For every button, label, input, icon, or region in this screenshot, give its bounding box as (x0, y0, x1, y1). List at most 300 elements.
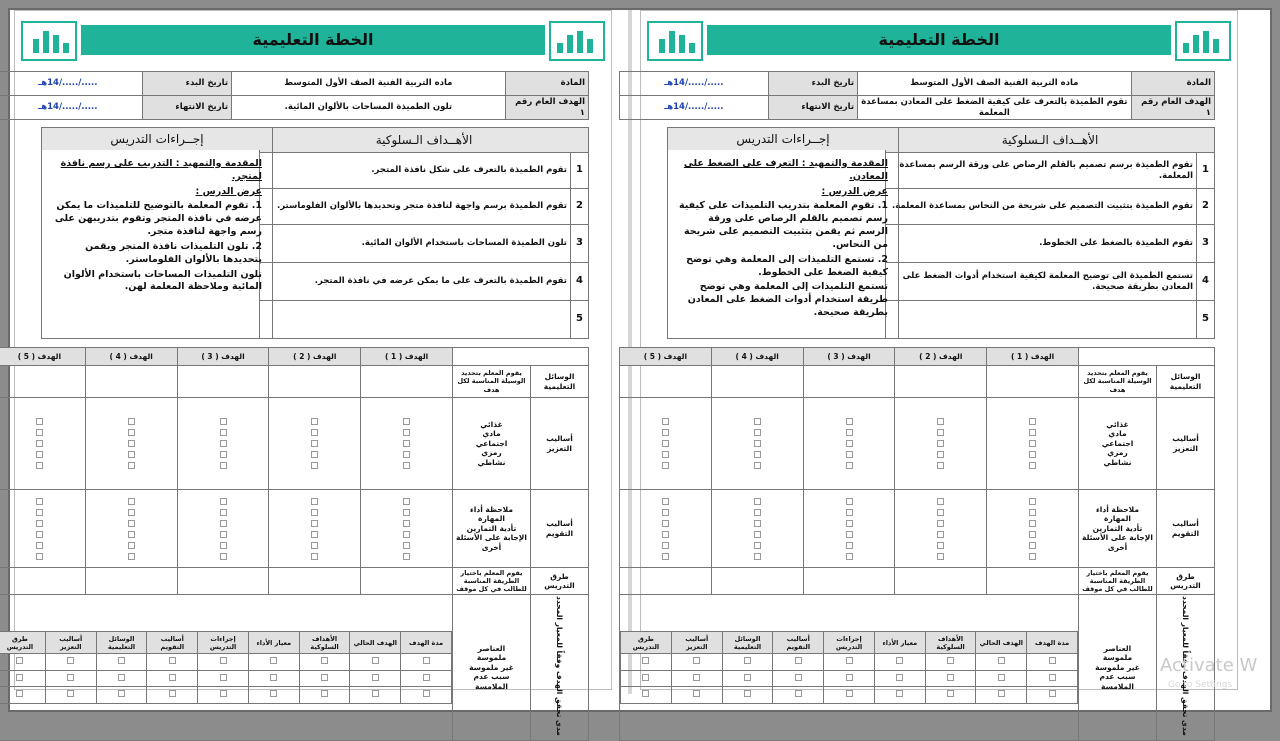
checkbox[interactable] (311, 498, 318, 505)
checkbox[interactable] (896, 674, 903, 681)
procedure-intro: المقدمة والتمهيد : التعرف على الضغط على المعادن. (683, 158, 888, 182)
reinforce-item: نشاطي (1103, 457, 1132, 467)
checkbox[interactable] (403, 462, 410, 469)
checkbox[interactable] (169, 690, 176, 697)
checkbox[interactable] (220, 440, 227, 447)
methods-note: يقوم المعلم باختيار الطريقة المناسبة للطالب في كل موقف (1079, 568, 1157, 595)
footer-col-header: مدة الهدف (1027, 632, 1078, 654)
checkbox[interactable] (169, 657, 176, 664)
reinforce-item: نشاطي (477, 457, 506, 467)
objective-text: تلون الطميذة المساحات باستخدام الألوان المائية. (260, 225, 571, 263)
checkbox[interactable] (846, 553, 853, 560)
checkbox[interactable] (16, 690, 23, 697)
checkbox[interactable] (311, 509, 318, 516)
checkbox[interactable] (128, 553, 135, 560)
procedure-present: عرض الدرس : (195, 185, 262, 197)
checkbox[interactable] (1049, 674, 1056, 681)
checkbox[interactable] (1029, 451, 1036, 458)
checkbox[interactable] (220, 553, 227, 560)
checkbox[interactable] (403, 440, 410, 447)
procedures-panel (667, 127, 899, 339)
media-note: يقوم المعلم بتحديد الوسيلة المناسبة لكل هدف (453, 366, 531, 398)
checkbox[interactable] (128, 509, 135, 516)
logo-icon (647, 21, 703, 61)
goal-header: الهدف ( 4 ) (85, 348, 177, 366)
checkbox[interactable] (220, 542, 227, 549)
checkbox[interactable] (372, 674, 379, 681)
eval-item: الإجابة على الأسئلة (456, 533, 527, 543)
footer-col-header: إجراءات التدريس (824, 632, 875, 654)
checkbox[interactable] (744, 674, 751, 681)
reinforce-cell (987, 398, 1079, 490)
subject-value: ماده التربية الفنية الصف الأول المتوسط (232, 72, 506, 96)
checkbox[interactable] (403, 542, 410, 549)
checkbox[interactable] (642, 674, 649, 681)
media-cell[interactable] (895, 366, 987, 398)
checkbox[interactable] (128, 418, 135, 425)
page-title: الخطة التعليمية (707, 25, 1171, 55)
footer-col-header: مدة الهدف (401, 632, 452, 654)
start-date-label: تاريخ البدء (768, 72, 857, 96)
checkbox[interactable] (662, 462, 669, 469)
reinforce-cell (620, 398, 712, 490)
checkbox[interactable] (1029, 418, 1036, 425)
procedures-title: إجــراءات التدريس (42, 128, 272, 150)
checkbox[interactable] (754, 520, 761, 527)
objective-number: 2 (571, 189, 589, 225)
eval-item: ملاحظة أداء المهارة (1095, 505, 1140, 524)
checkbox[interactable] (36, 451, 43, 458)
media-cell[interactable] (361, 366, 453, 398)
checkbox[interactable] (846, 520, 853, 527)
checkbox[interactable] (947, 657, 954, 664)
footer-col-header: الهدف الحالي (350, 632, 401, 654)
checkbox[interactable] (169, 674, 176, 681)
subject-value: ماده التربية الفنية الصف الأول المتوسط (858, 72, 1132, 96)
methods-cell[interactable] (177, 568, 269, 595)
checkbox[interactable] (220, 690, 227, 697)
checkbox[interactable] (118, 657, 125, 664)
eval-item: تأدية التمارين (1092, 523, 1143, 533)
checkbox[interactable] (403, 429, 410, 436)
media-cell[interactable] (177, 366, 269, 398)
checkbox[interactable] (36, 553, 43, 560)
checkbox[interactable] (67, 674, 74, 681)
checkbox[interactable] (693, 657, 700, 664)
page-title: الخطة التعليمية (81, 25, 545, 55)
checkbox[interactable] (36, 498, 43, 505)
checkbox[interactable] (754, 462, 761, 469)
checkbox[interactable] (311, 429, 318, 436)
checkbox[interactable] (846, 440, 853, 447)
media-cell[interactable] (269, 366, 361, 398)
objective-number: 5 (571, 301, 589, 339)
checkbox[interactable] (220, 520, 227, 527)
checkbox[interactable] (220, 418, 227, 425)
checkbox[interactable] (311, 520, 318, 527)
checkbox[interactable] (311, 542, 318, 549)
checkbox[interactable] (896, 657, 903, 664)
checkbox[interactable] (1029, 553, 1036, 560)
methods-cell[interactable] (987, 568, 1079, 595)
checkbox[interactable] (754, 451, 761, 458)
side-label: مدى تحقق الهدف وفقاً للمعيار المحدد (1181, 596, 1191, 737)
checkbox[interactable] (662, 509, 669, 516)
checkbox[interactable] (423, 657, 430, 664)
objective-number: 3 (1197, 225, 1215, 263)
checkbox[interactable] (846, 674, 853, 681)
reinforce-item: اجتماعي (1101, 438, 1134, 448)
checkbox[interactable] (795, 690, 802, 697)
reinforce-cell (85, 398, 177, 490)
info-table (619, 71, 1215, 120)
checkbox[interactable] (423, 674, 430, 681)
checkbox[interactable] (662, 451, 669, 458)
checkbox[interactable] (998, 657, 1005, 664)
watermark: Activate W (1160, 655, 1258, 676)
evaluation-grid (0, 347, 589, 741)
reinforce-item: مادي (482, 429, 501, 439)
checkbox[interactable] (372, 690, 379, 697)
footer-col-header: أساليب التقويم (773, 632, 824, 654)
media-label: الوسائل التعليمية (1157, 366, 1215, 398)
methods-cell[interactable] (895, 568, 987, 595)
checkbox[interactable] (937, 418, 944, 425)
checkbox[interactable] (937, 553, 944, 560)
checkbox[interactable] (937, 498, 944, 505)
objective-text (886, 301, 1197, 339)
media-label: الوسائل التعليمية (531, 366, 589, 398)
objective-number: 4 (1197, 263, 1215, 301)
checkbox[interactable] (311, 553, 318, 560)
checkbox[interactable] (67, 657, 74, 664)
checkbox[interactable] (744, 690, 751, 697)
eval-cell (0, 490, 85, 568)
checkbox[interactable] (321, 690, 328, 697)
reinforce-item: غذائي (1106, 420, 1129, 430)
checkbox[interactable] (16, 657, 23, 664)
evaluation-grid (619, 347, 1215, 741)
footer-col-header: طرق التدريس (0, 632, 45, 654)
checkbox[interactable] (403, 553, 410, 560)
media-cell[interactable] (620, 366, 712, 398)
objective-text (260, 301, 571, 339)
checkbox[interactable] (998, 674, 1005, 681)
checkbox[interactable] (937, 440, 944, 447)
goal-header: الهدف ( 5 ) (0, 348, 85, 366)
checkbox[interactable] (1029, 531, 1036, 538)
checkbox[interactable] (403, 418, 410, 425)
eval-cell (895, 490, 987, 568)
end-date-label: تاريخ الانتهاء (768, 96, 857, 120)
checkbox[interactable] (128, 429, 135, 436)
checkbox[interactable] (662, 520, 669, 527)
methods-cell[interactable] (803, 568, 895, 595)
checkbox[interactable] (846, 531, 853, 538)
checkbox[interactable] (36, 440, 43, 447)
checkbox[interactable] (220, 509, 227, 516)
objective-number: 1 (571, 153, 589, 189)
checkbox[interactable] (846, 418, 853, 425)
checkbox[interactable] (1029, 498, 1036, 505)
methods-label: طرق التدريس (1157, 568, 1215, 595)
checkbox[interactable] (220, 498, 227, 505)
checkbox[interactable] (744, 657, 751, 664)
goal-header: الهدف ( 3 ) (177, 348, 269, 366)
checkbox[interactable] (321, 674, 328, 681)
checkbox[interactable] (754, 553, 761, 560)
checkbox[interactable] (662, 429, 669, 436)
checkbox[interactable] (846, 657, 853, 664)
media-cell[interactable] (85, 366, 177, 398)
checkbox[interactable] (1049, 690, 1056, 697)
checkbox[interactable] (662, 498, 669, 505)
checkbox[interactable] (754, 531, 761, 538)
checkbox[interactable] (846, 542, 853, 549)
checkbox[interactable] (128, 462, 135, 469)
checkbox[interactable] (937, 531, 944, 538)
checkbox[interactable] (662, 418, 669, 425)
checkbox[interactable] (36, 462, 43, 469)
checkbox[interactable] (937, 462, 944, 469)
checkbox[interactable] (270, 690, 277, 697)
checkbox[interactable] (693, 690, 700, 697)
eval-cell (177, 490, 269, 568)
checkbox[interactable] (754, 498, 761, 505)
checkbox[interactable] (846, 451, 853, 458)
checkbox[interactable] (36, 520, 43, 527)
footer-col-header: معيار الأداء (248, 632, 299, 654)
end-date-field[interactable]: ...../...../14هـ (620, 96, 769, 120)
footer-col-header: إجراءات التدريس (198, 632, 249, 654)
procedure-step: تلون التلميذات المساحات باستخدام الألوان المائية وملاحظة المعلمة لهن. (63, 268, 262, 293)
checkbox[interactable] (311, 440, 318, 447)
methods-label: طرق التدريس (531, 568, 589, 595)
goal-header: الهدف ( 1 ) (987, 348, 1079, 366)
checkbox[interactable] (16, 674, 23, 681)
factor-item: ملموسة (1102, 653, 1133, 663)
media-cell[interactable] (0, 366, 85, 398)
checkbox[interactable] (220, 674, 227, 681)
procedure-step: 2. تلون التلميذات نافذة المتجر ويقمن بتحديدها بالألوان الفلوماستر. (85, 240, 262, 265)
checkbox[interactable] (128, 520, 135, 527)
objective-number: 3 (571, 225, 589, 263)
checkbox[interactable] (321, 657, 328, 664)
watermark-sub: Go to Settings (1168, 680, 1233, 690)
checkbox[interactable] (754, 429, 761, 436)
reinforce-item: رمزي (1107, 448, 1128, 458)
eval-cell (361, 490, 453, 568)
checkbox[interactable] (403, 531, 410, 538)
checkbox[interactable] (662, 553, 669, 560)
checkbox[interactable] (1029, 462, 1036, 469)
logo-icon (21, 21, 77, 61)
page-header (21, 19, 605, 63)
footer-col-header: أساليب التعزيز (45, 632, 96, 654)
objectives-title: الأهــداف الـسلوكية (260, 128, 589, 153)
checkbox[interactable] (36, 531, 43, 538)
reinforce-label: أساليب التعزيز (1157, 398, 1215, 490)
checkbox[interactable] (128, 542, 135, 549)
methods-cell[interactable] (85, 568, 177, 595)
checkbox[interactable] (36, 509, 43, 516)
checkbox[interactable] (937, 520, 944, 527)
info-table (0, 71, 589, 120)
eval-cell (269, 490, 361, 568)
reinforce-cell (0, 398, 85, 490)
checkbox[interactable] (403, 520, 410, 527)
goal-label: الهدف العام رقم ١ (1131, 96, 1214, 120)
checkbox[interactable] (36, 429, 43, 436)
reinforce-cell (269, 398, 361, 490)
checkbox[interactable] (662, 531, 669, 538)
footer-col-header: الأهداف السلوكية (925, 632, 976, 654)
methods-cell[interactable] (361, 568, 453, 595)
checkbox[interactable] (1029, 509, 1036, 516)
media-cell[interactable] (987, 366, 1079, 398)
objective-text: تقوم الطميذة بالتعرف على ما يمكن عرضه في نافذة المتجر. (260, 263, 571, 301)
procedures-panel (41, 127, 273, 339)
checkbox[interactable] (1029, 520, 1036, 527)
start-date-field[interactable]: ...../...../14هـ (620, 72, 769, 96)
goal-header: الهدف ( 2 ) (895, 348, 987, 366)
subject-label: المادة (505, 72, 588, 96)
checkbox[interactable] (662, 542, 669, 549)
checkbox[interactable] (128, 531, 135, 538)
checkbox[interactable] (937, 509, 944, 516)
footer-col-header: الهدف الحالي (976, 632, 1027, 654)
objective-text: تقوم الطميذة برسم تصميم بالقلم الرصاص على ورقة الرسم بمساعدة المعلمة. (886, 153, 1197, 189)
objectives-table (259, 127, 589, 339)
checkbox[interactable] (795, 657, 802, 664)
checkbox[interactable] (947, 690, 954, 697)
checkbox[interactable] (118, 690, 125, 697)
eval-item: أخرى (481, 542, 502, 552)
checkbox[interactable] (754, 440, 761, 447)
checkbox[interactable] (36, 542, 43, 549)
side-label: مدى تحقق الهدف وفقاً للمعيار المحدد (555, 596, 565, 737)
reinforce-item: اجتماعي (475, 438, 508, 448)
eval-label: أساليب التقويم (531, 490, 589, 568)
end-date-field[interactable]: ...../...../14هـ (0, 96, 142, 120)
checkbox[interactable] (372, 657, 379, 664)
factor-item: سبب عدم الملامسة (473, 672, 510, 691)
factor-item: غير ملموسة (1095, 662, 1140, 672)
objective-number: 4 (571, 263, 589, 301)
reinforce-label: أساليب التعزيز (531, 398, 589, 490)
plan-page-right (632, 10, 1238, 737)
checkbox[interactable] (754, 418, 761, 425)
checkbox[interactable] (403, 498, 410, 505)
start-date-field[interactable]: ...../...../14هـ (0, 72, 142, 96)
goal-header: الهدف ( 3 ) (803, 348, 895, 366)
checkbox[interactable] (403, 509, 410, 516)
checkbox[interactable] (998, 690, 1005, 697)
goal-label: الهدف العام رقم ١ (505, 96, 588, 120)
checkbox[interactable] (947, 674, 954, 681)
methods-cell[interactable] (620, 568, 712, 595)
footer-col-header: الأهداف السلوكية (299, 632, 350, 654)
reinforce-cell (177, 398, 269, 490)
checkbox[interactable] (128, 440, 135, 447)
checkbox[interactable] (846, 690, 853, 697)
media-cell[interactable] (803, 366, 895, 398)
checkbox[interactable] (662, 440, 669, 447)
reinforce-cell (895, 398, 987, 490)
checkbox[interactable] (846, 498, 853, 505)
procedures-title: إجــراءات التدريس (668, 128, 898, 150)
checkbox[interactable] (896, 690, 903, 697)
checkbox[interactable] (67, 690, 74, 697)
procedure-step: 1. تقوم المعلمة بتدريب التلميذات على كيفية رسم تصميم بالقلم الرصاص على ورقة الرسم ثم يقمن بتثبيت التصميم على شريحة من النحاس. (679, 200, 888, 250)
goal-header: الهدف ( 2 ) (269, 348, 361, 366)
checkbox[interactable] (1029, 429, 1036, 436)
checkbox[interactable] (937, 542, 944, 549)
end-date-label: تاريخ الانتهاء (142, 96, 231, 120)
logo-icon (549, 21, 605, 61)
checkbox[interactable] (846, 509, 853, 516)
checkbox[interactable] (642, 657, 649, 664)
checkbox[interactable] (128, 498, 135, 505)
factor-item: غير ملموسة (469, 662, 514, 672)
checkbox[interactable] (1029, 542, 1036, 549)
logo-icon (1175, 21, 1231, 61)
page-header (647, 19, 1231, 63)
eval-item: ملاحظة أداء المهارة (469, 505, 514, 524)
checkbox[interactable] (642, 690, 649, 697)
checkbox[interactable] (311, 462, 318, 469)
checkbox[interactable] (754, 542, 761, 549)
objective-text: تقوم الطميذة برسم واجهة لنافذة متجر وتحديدها بالألوان الفلوماستر. (260, 189, 571, 225)
checkbox[interactable] (403, 451, 410, 458)
footer-col-header: طرق التدريس (621, 632, 672, 654)
media-cell[interactable] (711, 366, 803, 398)
checkbox[interactable] (311, 451, 318, 458)
checkbox[interactable] (1049, 657, 1056, 664)
checkbox[interactable] (220, 429, 227, 436)
checkbox[interactable] (846, 462, 853, 469)
methods-cell[interactable] (269, 568, 361, 595)
checkbox[interactable] (118, 674, 125, 681)
methods-cell[interactable] (711, 568, 803, 595)
checkbox[interactable] (693, 674, 700, 681)
checkbox[interactable] (220, 531, 227, 538)
checkbox[interactable] (220, 451, 227, 458)
methods-cell[interactable] (0, 568, 85, 595)
checkbox[interactable] (937, 451, 944, 458)
procedure-step: تستمع التلميذات إلى المعلمة وهي توضح طريقة استخدام أدوات الضغط على المعادن بطريقة صحيحة. (687, 281, 888, 318)
eval-cell (803, 490, 895, 568)
checkbox[interactable] (937, 429, 944, 436)
checkbox[interactable] (128, 451, 135, 458)
checkbox[interactable] (311, 418, 318, 425)
checkbox[interactable] (36, 418, 43, 425)
checkbox[interactable] (423, 690, 430, 697)
checkbox[interactable] (795, 674, 802, 681)
checkbox[interactable] (846, 429, 853, 436)
checkbox[interactable] (311, 531, 318, 538)
checkbox[interactable] (220, 657, 227, 664)
subject-label: المادة (1131, 72, 1214, 96)
goal-header: الهدف ( 5 ) (620, 348, 712, 366)
checkbox[interactable] (270, 674, 277, 681)
checkbox[interactable] (220, 462, 227, 469)
objective-text: تقوم الطميذة بالضغط على الخطوط. (886, 225, 1197, 263)
checkbox[interactable] (754, 509, 761, 516)
checkbox[interactable] (1029, 440, 1036, 447)
checkbox[interactable] (270, 657, 277, 664)
eval-cell (711, 490, 803, 568)
